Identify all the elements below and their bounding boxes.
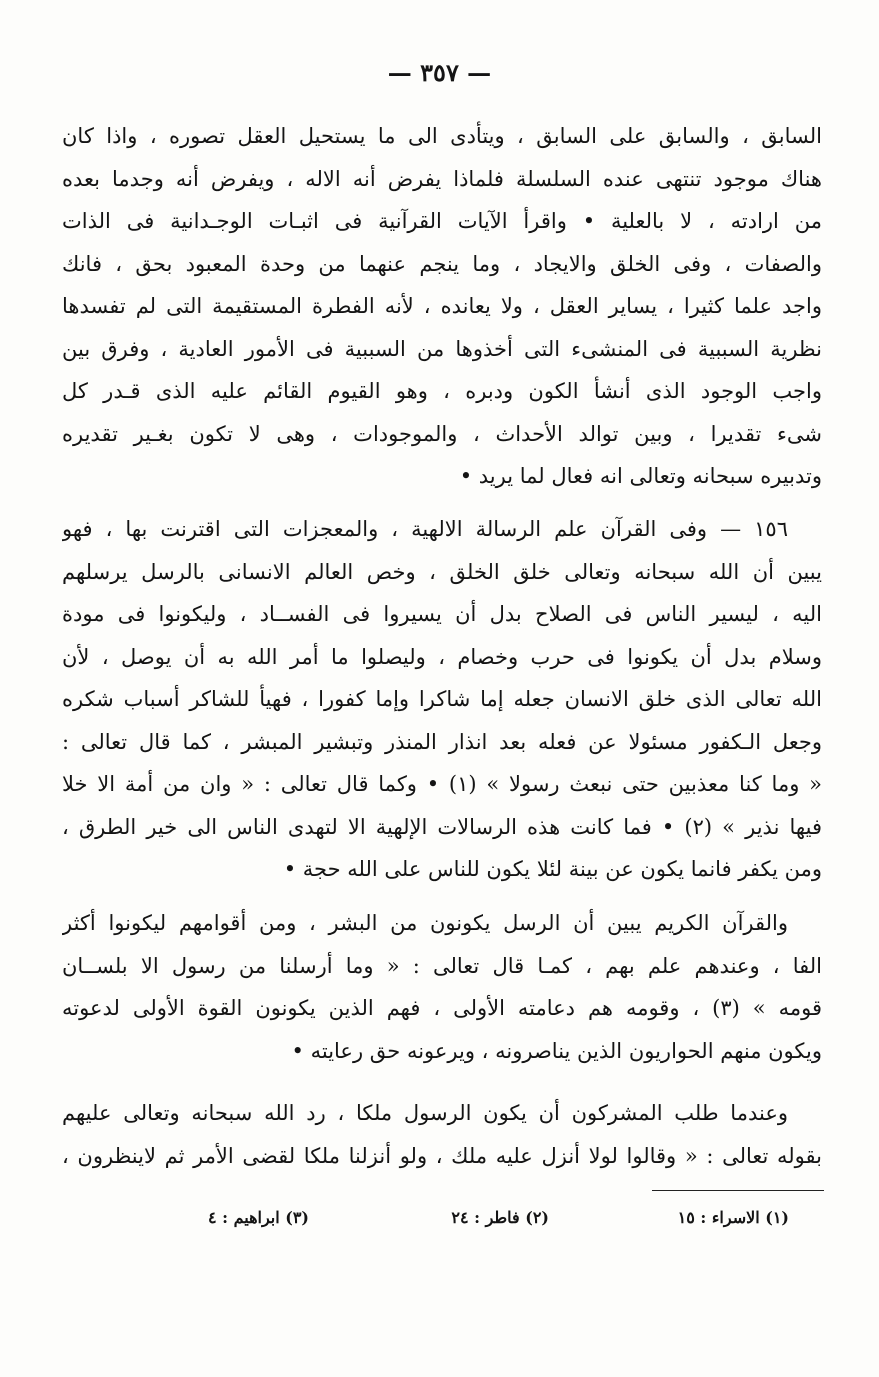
text-line: اليه ، ليسير الناس فى الصلاح بدل أن يسيروا فى الفســاد ، وليكونوا فى مودة [62, 602, 822, 626]
text-line: من ارادته ، لا بالعلية • واقرأ الآيات القرآنية فى اثبـات الوجـدانية فى الذات [62, 209, 822, 233]
footnote-1: (١) الاسراء : ١٥ [677, 1208, 789, 1227]
text-line: وسلام بدل أن يكونوا فى حرب وخصام ، وليصلوا ما أمر الله به أن يوصل ، لأن [62, 644, 822, 669]
text-line: ومن يكفر فانما يكون عن بينة لئلا يكون للناس على الله حجة • [283, 857, 822, 881]
paragraph-2 [62, 508, 822, 891]
paragraph-4 [62, 1092, 822, 1177]
page-number: — ٣٥٧ — [387, 58, 492, 87]
text-line: السابق ، والسابق على السابق ، ويتأدى الى ما يستحيل العقل تصوره ، واذا كان [62, 124, 822, 148]
paragraph-1 [62, 115, 822, 498]
text-line: فيها نذير » (٢) • فما كانت هذه الرسالات الإلهية الا لتهدى الناس الى خير الطرق ، [62, 814, 822, 839]
text-line: « وما كنا معذبين حتى نبعث رسولا » (١) • وكما قال تعالى : « وان من أمة الا خلا [62, 772, 822, 796]
footnotes [0, 1208, 879, 1238]
text-line: بقوله تعالى : « وقالوا لولا أنزل عليه ملك ، ولو أنزلنا ملكا لقضى الأمر ثم لاينظرون ، [62, 1143, 822, 1168]
text-line: قومه » (٣) ، وقومه هم دعامته الأولى ، فهم الذين يكونون القوة الأولى لدعوته [62, 996, 822, 1020]
text-line: والقرآن الكريم يبين أن الرسل يكونون من البشر ، ومن أقوامهم ليكونوا أكثر [62, 911, 788, 935]
paragraph-3 [62, 902, 822, 1072]
text-line: الله تعالى الذى خلق الانسان جعله إما شاكرا وإما كفورا ، فهيأ للشاكر أسباب شكره [62, 687, 822, 711]
text-line: شىء تقديرا ، وبين توالد الأحداث ، والموجودات ، وهى لا تكون بغـير تقديره [62, 421, 822, 446]
footnote-3: (٣) ابراهيم : ٤ [207, 1208, 309, 1227]
text-line: ١٥٦ — وفى القرآن علم الرسالة الالهية ، والمعجزات التى اقترنت بها ، فهو [62, 517, 788, 541]
text-line: ويكون منهم الحواريون الذين يناصرونه ، ويرعونه حق رعايته • [291, 1038, 822, 1063]
text-line: الفا ، وعندهم علم بهم ، كمـا قال تعالى : « وما أرسلنا من رسول الا بلســان [62, 953, 822, 978]
text-line: واجد علما كثيرا ، يساير العقل ، ولا يعانده ، لأنه الفطرة المستقيمة التى لم تفسدها [62, 294, 822, 318]
text-line: والصفات ، وفى الخلق والايجاد ، وما ينجم عنهما من وحدة المعبود بحق ، فانك [62, 251, 822, 276]
footnote-divider [652, 1190, 824, 1191]
text-line: نظرية السببية فى المنشىء التى أخذوها من السببية فى الأمور العادية ، وفرق بين [62, 336, 822, 361]
text-line: وجعل الـكفور مسئولا عن فعله بعد انذار المنذر وتبشير المبشر ، كما قال تعالى : [62, 729, 822, 754]
footnote-2: (٢) فاطر : ٢٤ [451, 1208, 549, 1227]
text-line: يبين أن الله سبحانه وتعالى خلق الخلق ، وخص العالم الانسانى بالرسل يرسلهم [62, 559, 822, 584]
text-line: واجب الوجود الذى أنشأ الكون ودبره ، وهو القيوم القائم عليه الذى قـدر كل [62, 379, 822, 403]
text-line: هناك موجود تنتهى عنده السلسلة فلماذا يفرض أنه الاله ، ويفرض أنه وجدما بعده [62, 166, 822, 191]
text-line: وتدبيره سبحانه وتعالى انه فعال لما يريد • [459, 464, 822, 488]
text-line: وعندما طلب المشركون أن يكون الرسول ملكا ، رد الله سبحانه وتعالى عليهم [62, 1101, 788, 1125]
